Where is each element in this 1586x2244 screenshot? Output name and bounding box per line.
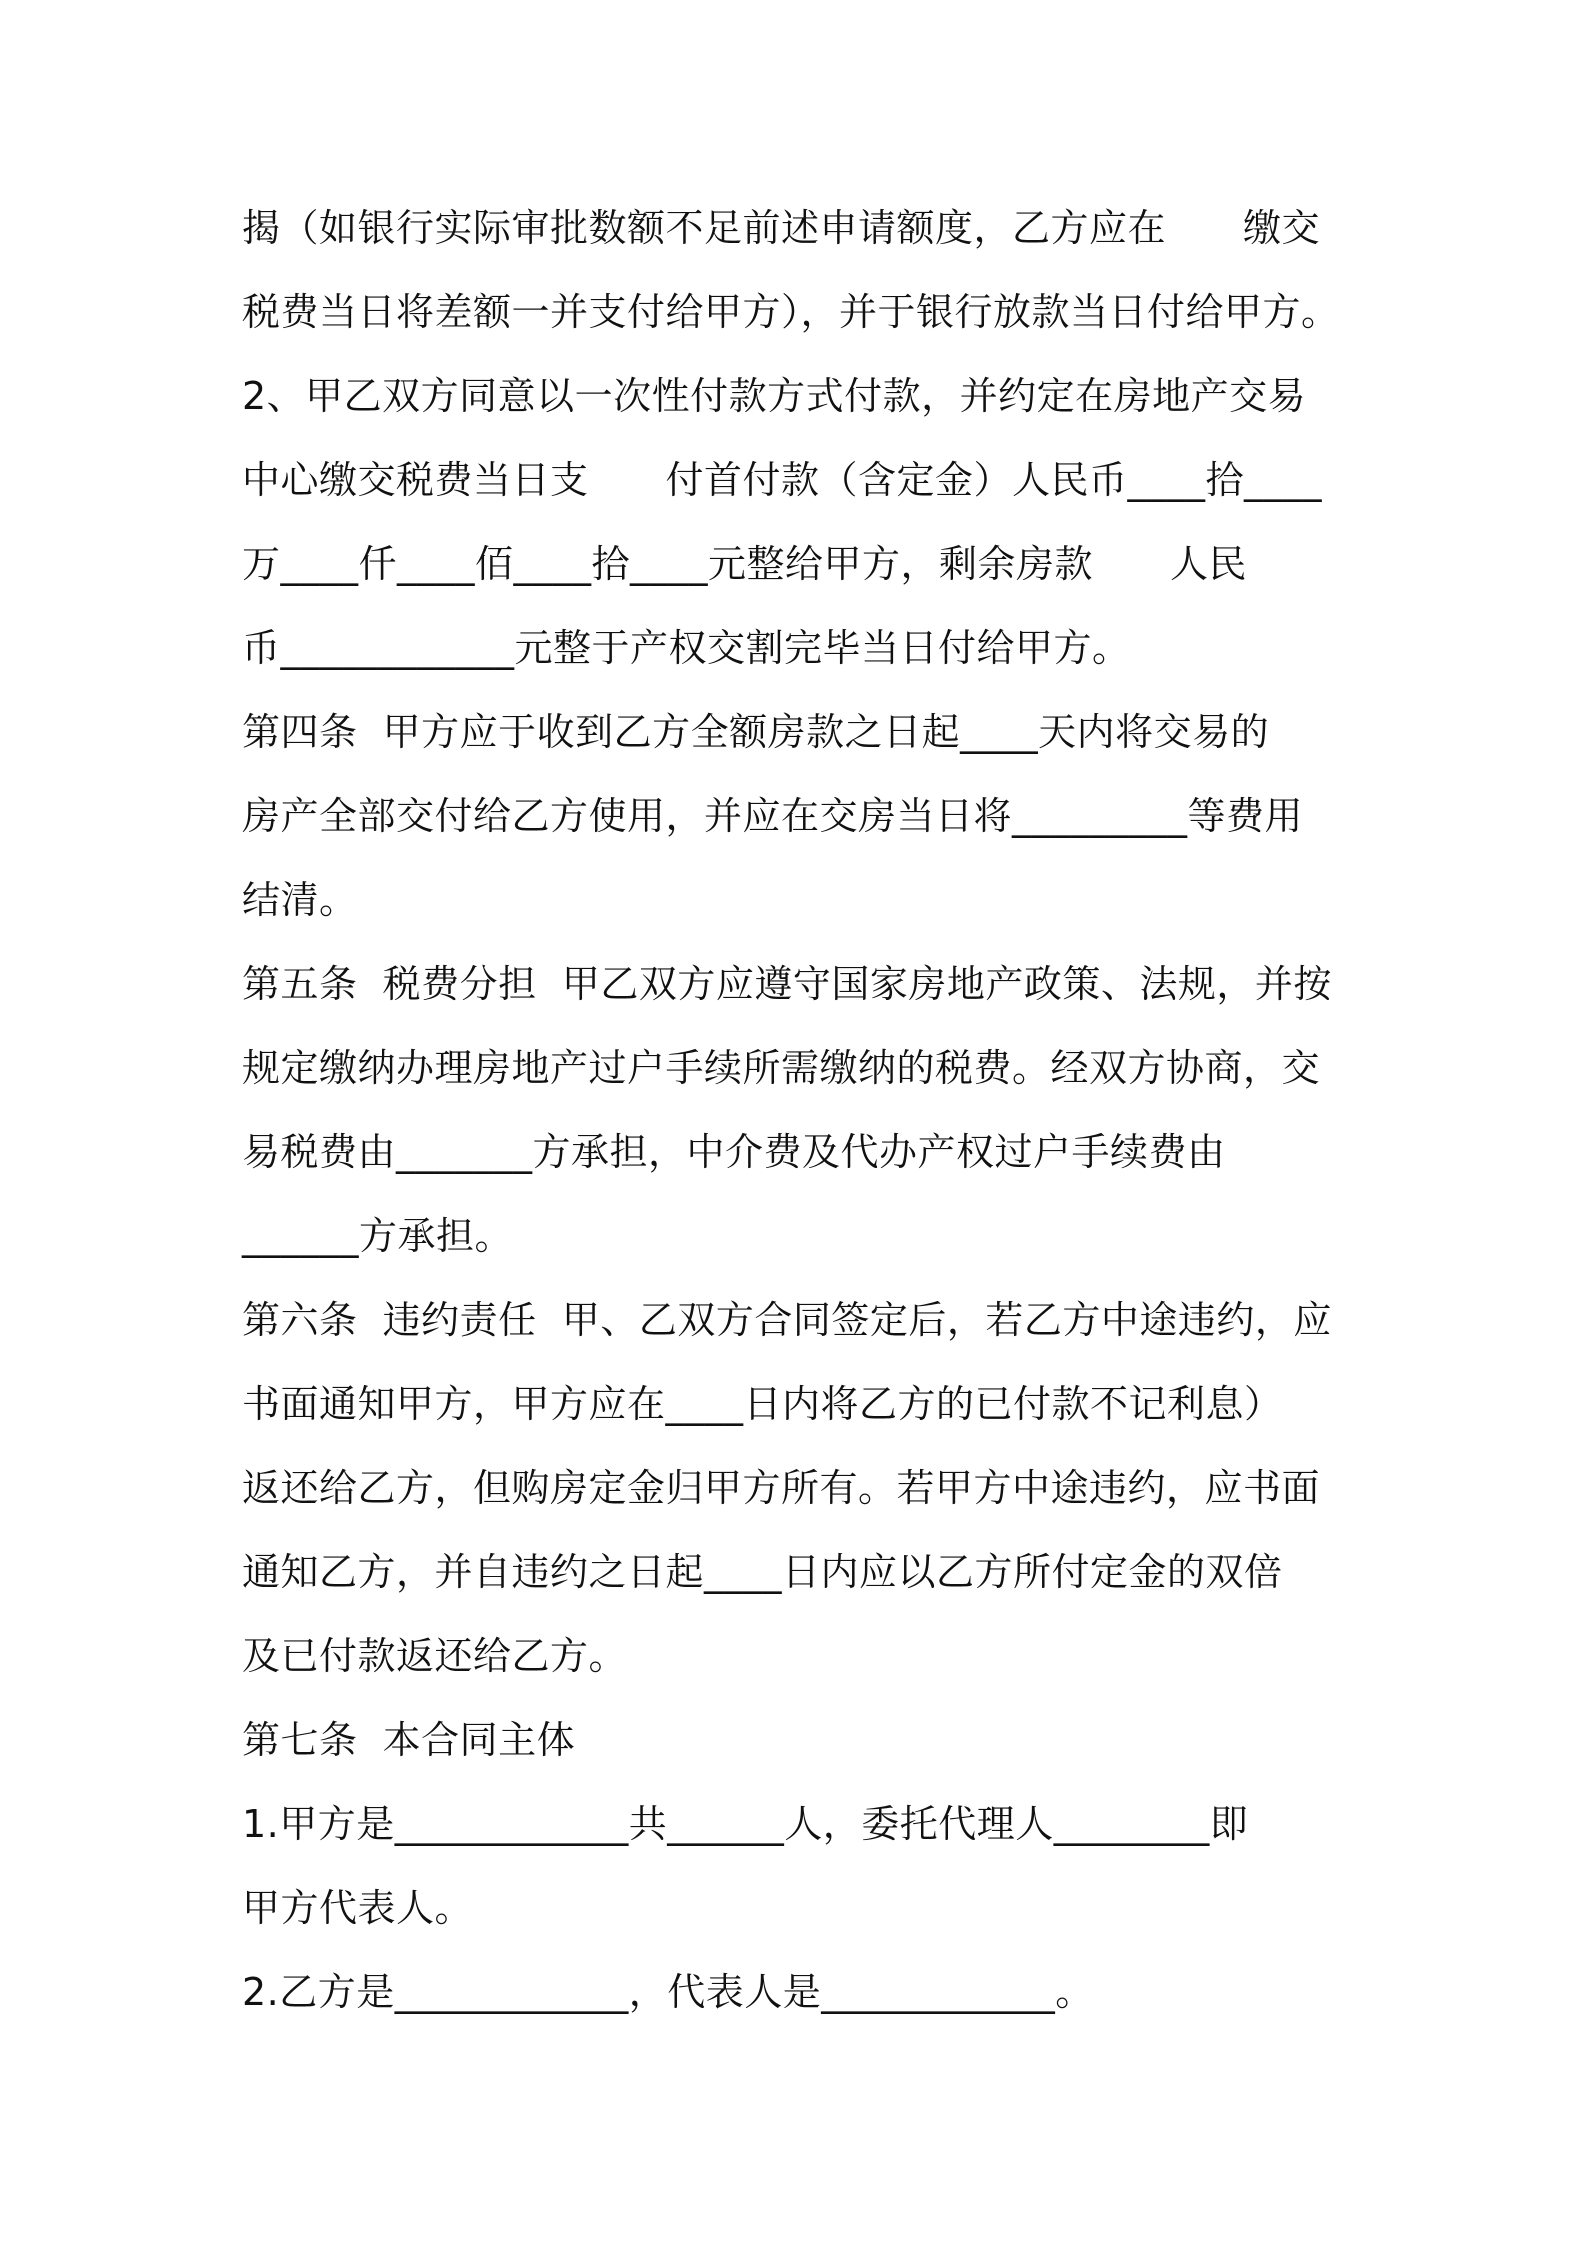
text-line: 2.乙方是____________，代表人是____________。 — [242, 1970, 1094, 2014]
text-line: 币____________元整于产权交割完毕当日付给甲方。 — [242, 626, 1131, 670]
text-line: 规定缴纳办理房地产过户手续所需缴纳的税费。经双方协商，交 — [242, 1046, 1321, 1090]
text-line: 结清。 — [242, 878, 358, 922]
article-6-heading-line: 第六条 违约责任 甲、乙双方合同签定后，若乙方中途违约，应 — [242, 1298, 1332, 1342]
text-line: 揭（如银行实际审批数额不足前述申请额度，乙方应在 缴交 — [242, 206, 1321, 250]
text-line: 中心缴交税费当日支 付首付款（含定金）人民币____拾____ — [242, 458, 1323, 502]
text-line: 房产全部交付给乙方使用，并应在交房当日将_________等费用 — [242, 794, 1304, 838]
text-line: 返还给乙方，但购房定金归甲方所有。若甲方中途违约，应书面 — [242, 1466, 1321, 1510]
article-4-heading-line: 第四条 甲方应于收到乙方全额房款之日起____天内将交易的 — [242, 710, 1270, 754]
text-line: 及已付款返还给乙方。 — [242, 1634, 628, 1678]
text-line: 万____仟____佰____拾____元整给甲方，剩余房款 人民 — [242, 542, 1248, 586]
text-line: 税费当日将差额一并支付给甲方），并于银行放款当日付给甲方。 — [242, 290, 1340, 334]
text-line: 2、甲乙双方同意以一次性付款方式付款，并约定在房地产交易 — [242, 374, 1307, 418]
text-line: 甲方代表人。 — [242, 1886, 474, 1930]
article-7-heading-line: 第七条 本合同主体 — [242, 1718, 576, 1762]
text-line: 通知乙方，并自违约之日起____日内应以乙方所付定金的双倍 — [242, 1550, 1283, 1594]
text-line: 1.甲方是____________共______人，委托代理人________即 — [242, 1802, 1249, 1846]
text-line: 易税费由_______方承担，中介费及代办产权过户手续费由 — [242, 1130, 1226, 1174]
text-line: 书面通知甲方，甲方应在____日内将乙方的已付款不记利息） — [242, 1382, 1283, 1426]
article-5-heading-line: 第五条 税费分担 甲乙双方应遵守国家房地产政策、法规，并按 — [242, 962, 1332, 1006]
text-line: ______方承担。 — [242, 1214, 514, 1258]
